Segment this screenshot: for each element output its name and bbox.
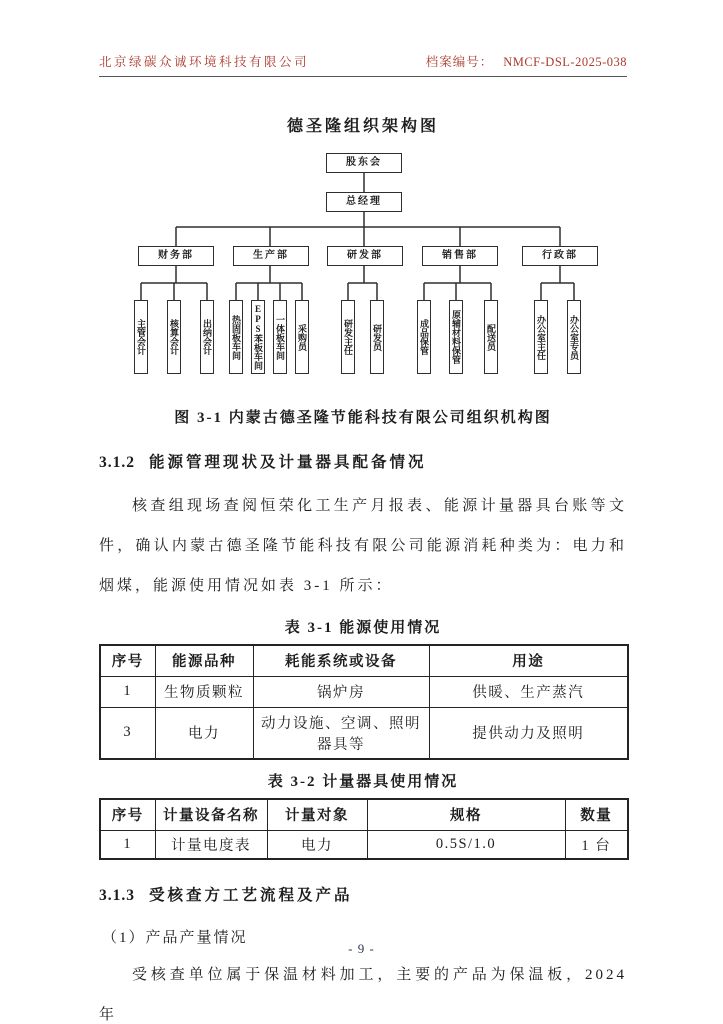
org-leaf: 出纳会计 — [200, 300, 214, 374]
table-cell: 锅炉房 — [253, 676, 429, 707]
subsection-heading-product-output: （1）产品产量情况 — [102, 930, 248, 946]
table-header-cell: 耗能系统或设备 — [253, 645, 429, 676]
table31-caption: 表 3-1 能源使用情况 — [284, 620, 442, 636]
section-heading-312 — [99, 450, 627, 472]
table-header-cell: 序号 — [100, 645, 155, 676]
org-leaf: 办公室主任 — [534, 300, 548, 374]
table-header-cell: 数量 — [565, 799, 628, 830]
org-box-general-manager: 总经理 — [326, 192, 402, 212]
paragraph-product: 受核查单位属于保温材料加工，主要的产品为保温板，2024 年 — [99, 967, 627, 1023]
dept-box-sales: 销售部 — [422, 246, 498, 266]
paragraph-energy-overview: 核查组现场查阅恒荣化工生产月报表、能源计量器具台账等文件，确认内蒙古德圣隆节能科技有限公司能源消耗种类为：电力和烟煤，能源使用情况如表 3-1 所示： — [99, 498, 627, 594]
section-number: 3.1.3 — [99, 887, 135, 904]
archive-number: NMCF-DSL-2025-038 — [503, 55, 627, 69]
header-archive — [426, 52, 627, 70]
table-cell: 供暖、生产蒸汽 — [429, 676, 628, 707]
dept-box-rd: 研发部 — [327, 246, 403, 266]
table-row — [100, 707, 628, 759]
section-number: 3.1.2 — [99, 454, 135, 471]
table-header-cell: 能源品种 — [155, 645, 253, 676]
dept-box-finance: 财务部 — [138, 246, 214, 266]
archive-label: 档案编号： — [425, 55, 494, 69]
table-cell: 动力设施、空调、照明器具等 — [253, 707, 429, 759]
org-leaf: 成品保管 — [417, 300, 431, 374]
dept-box-production: 生产部 — [233, 246, 309, 266]
table-header-cell: 计量对象 — [267, 799, 367, 830]
table-row — [100, 830, 628, 859]
table-header-cell: 计量设备名称 — [155, 799, 267, 830]
org-chart-title: 德圣隆组织架构图 — [286, 118, 439, 135]
org-leaf: EPS苯板车间 — [251, 300, 265, 374]
figure-caption: 图 3-1 内蒙古德圣隆节能科技有限公司组织机构图 — [174, 410, 552, 426]
org-chart — [99, 150, 627, 382]
header-company: 北京绿碳众诚环境科技有限公司 — [99, 55, 310, 69]
energy-use-table — [99, 644, 629, 760]
table-cell: 1 — [100, 830, 155, 859]
org-leaf: 研发员 — [370, 300, 384, 374]
table-header-row — [100, 799, 628, 830]
table-cell: 计量电度表 — [155, 830, 267, 859]
org-leaf: 研发主任 — [341, 300, 355, 374]
page-number: - 9 - — [348, 941, 375, 956]
table-header-row — [100, 645, 628, 676]
org-leaf: 热固板车间 — [229, 300, 243, 374]
table-cell: 生物质颗粒 — [155, 676, 253, 707]
section-heading-313 — [99, 883, 627, 905]
table32-caption: 表 3-2 计量器具使用情况 — [267, 774, 459, 790]
org-leaf: 原辅材料保管 — [449, 300, 463, 374]
org-leaf: 配送员 — [484, 300, 498, 374]
org-leaf: 主管会计 — [134, 300, 148, 374]
table-header-cell: 规格 — [367, 799, 565, 830]
table-cell: 1 — [100, 676, 155, 707]
page-content — [99, 0, 627, 1024]
section-title: 能源管理现状及计量器具配备情况 — [149, 454, 427, 471]
section-title: 受核查方工艺流程及产品 — [149, 887, 353, 904]
org-leaf: 核算会计 — [167, 300, 181, 374]
page-header — [99, 0, 627, 77]
org-box-shareholders: 股东会 — [326, 153, 402, 173]
table-cell: 提供动力及照明 — [429, 707, 628, 759]
table-cell: 3 — [100, 707, 155, 759]
table-cell: 电力 — [155, 707, 253, 759]
table-header-cell: 用途 — [429, 645, 628, 676]
table-cell: 0.5S/1.0 — [367, 830, 565, 859]
table-header-cell: 序号 — [100, 799, 155, 830]
org-leaf: 办公室专员 — [567, 300, 581, 374]
org-leaf: 一体板车间 — [273, 300, 287, 374]
table-cell: 电力 — [267, 830, 367, 859]
table-row — [100, 676, 628, 707]
org-leaf: 采购员 — [295, 300, 309, 374]
dept-box-admin: 行政部 — [522, 246, 598, 266]
metering-devices-table — [99, 798, 629, 860]
table-cell: 1 台 — [565, 830, 628, 859]
